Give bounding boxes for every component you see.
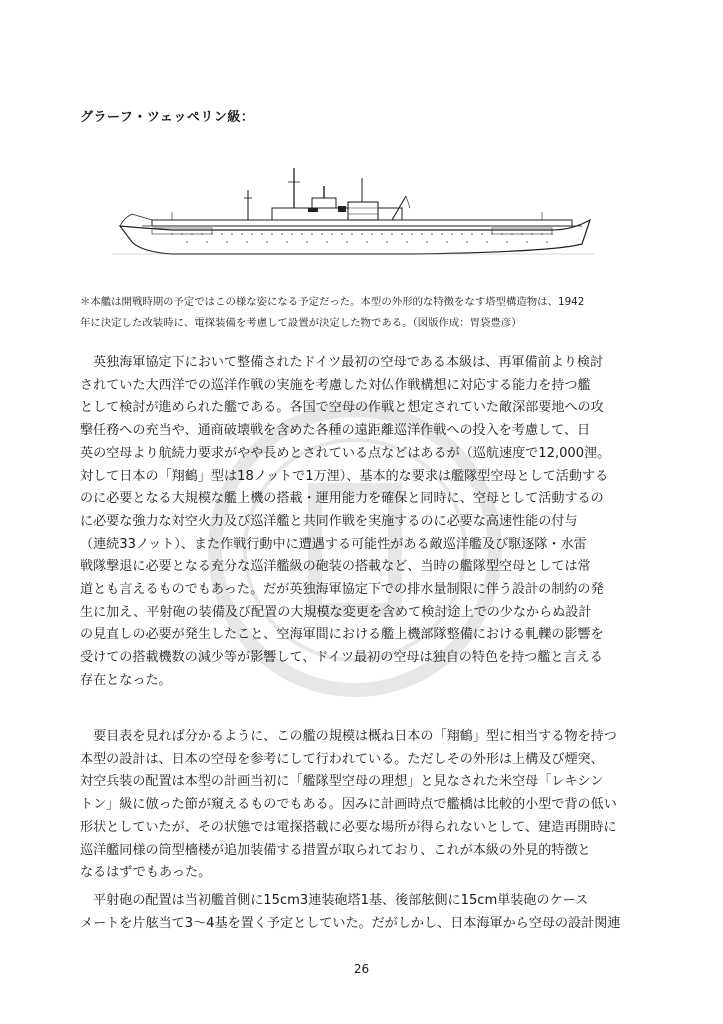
text-line: 平射砲の配置は当初艦首側に15cm3連装砲塔1基、後部舷側に15cm単装砲のケース: [80, 893, 589, 908]
figure-caption: [80, 292, 650, 334]
text-line: 撃任務への充当や、通商破壊戦を含めた各種の遠距離巡洋作戦への投入を考慮して、日: [80, 423, 591, 439]
text-line: 本型の設計は、日本の空母を参考にして行われている。ただしその外形は上構及び煙突、: [80, 751, 604, 767]
text-line: なるはずでもあった。: [80, 865, 212, 881]
text-line: 道とも言えるものでもあった。だが英独海軍協定下での排水量制限に伴う設計の制約の発: [80, 582, 604, 598]
text-line: メートを片舷当て3～4基を置く予定としていた。だがしかし、日本海軍から空母の設計関連: [80, 915, 621, 931]
text-line: のに必要となる大規模な艦上機の搭載・運用能力を確保と同時に、空母として活動するの: [80, 491, 604, 507]
text-line: 英独海軍協定下において整備されたドイツ最初の空母である本級は、再軍備前より検討: [80, 355, 604, 370]
body-paragraph-3: [80, 890, 655, 935]
page-number: 26: [353, 962, 370, 976]
text-line: 対空兵装の配置は本型の計画当初に「艦隊型空母の理想」と見なされた米空母「レキシン: [80, 774, 604, 790]
section-heading: グラーフ・ツェッペリン級：: [80, 110, 255, 125]
text-line: の見直しの必要が発生したこと、空海軍間における艦上機部隊整備における軋轢の影響を: [80, 627, 604, 643]
body-paragraph-2: [80, 726, 655, 885]
text-line: 要目表を見れば分かるように、この艦の規模は概ね日本の「翔鶴」型に相当する物を持つ: [80, 729, 617, 744]
text-line: に必要な強力な対空火力及び巡洋艦と共同作戦を実施するのに必要な高速性能の付与: [80, 513, 578, 529]
text-line: 存在となった。: [80, 672, 172, 688]
text-line: トン」級に倣った節が窺えるものでもある。因みに計画時点で艦橋は比較的小型で背の低い: [80, 797, 617, 813]
text-line: 戦隊撃退に必要となる充分な巡洋艦級の砲装の搭載など、当時の艦隊型空母としては常: [80, 559, 591, 575]
text-line: 英の空母より航続力要求がやや長めとされている点などはあるが（巡航速度で12,000浬。: [80, 445, 611, 461]
ship-profile-illustration: [112, 168, 594, 260]
text-line: 対して日本の「翔鶴」型は18ノットで1万浬）、基本的な要求は艦隊型空母として活動する: [80, 468, 609, 484]
text-line: 受けての搭載機数の減少等が影響して、ドイツ最初の空母は独自の特色を持つ艦と言える: [80, 650, 603, 666]
caption-line: 年に決定した改装時に、電探装備を考慮して設置が決定した物である。（図版作成：胃袋豊彦）: [80, 317, 522, 329]
text-line: 巡洋艦同様の筒型檣楼が追加装備する措置が取られており、これが本級の外見的特徴と: [80, 842, 591, 858]
caption-line: ＊本艦は開戦時期の予定ではこの様な姿になる予定だった。本型の外形的な特徴をなす塔型構造物は、1942: [80, 296, 585, 308]
text-line: 生に加え、平射砲の装備及び配置の大規模な変更を含めて検討途上での少なからぬ設計: [80, 604, 592, 620]
text-line: （連続33ノット）、また作戦行動中に遭遇する可能性がある敵巡洋艦及び駆逐隊・水雷: [80, 536, 587, 552]
text-line: されていた大西洋での巡洋作戦の実施を考慮した対仏作戦構想に対応する能力を持つ艦: [80, 377, 591, 393]
body-paragraph-1: [80, 352, 655, 693]
text-line: として検討が進められた艦である。各国で空母の作戦と想定されていた敵深部要地への攻: [80, 400, 604, 416]
text-line: 形状としていたが、その状態では電探搭載に必要な場所が得られないとして、建造再開時に: [80, 819, 617, 835]
